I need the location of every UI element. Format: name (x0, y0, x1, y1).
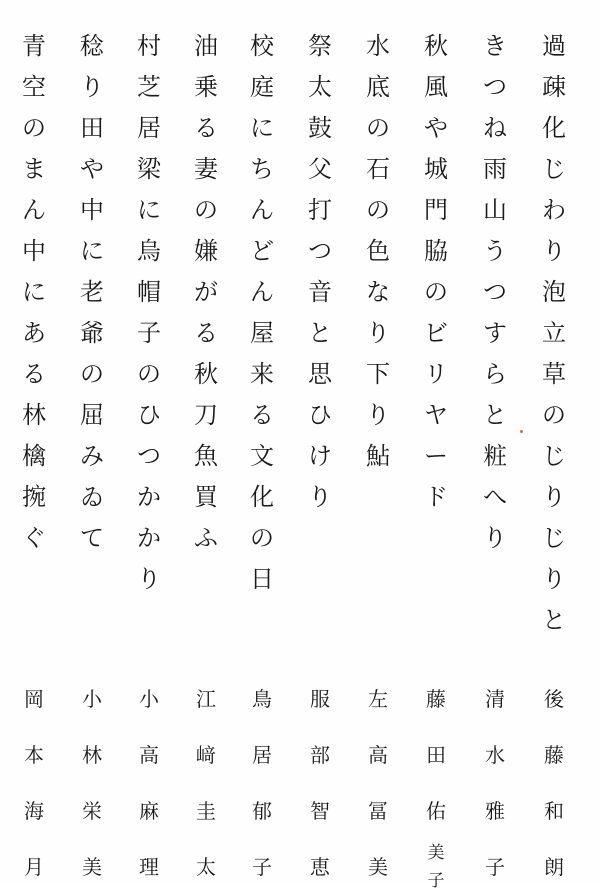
author-char: 清 (485, 687, 505, 711)
poem-char: リ (424, 360, 448, 388)
poem-column (475, 26, 515, 559)
poem-char: 稔 (80, 32, 104, 60)
poem-char: 底 (366, 73, 390, 101)
poem-char: み (80, 442, 104, 470)
poem-char: す (483, 319, 507, 347)
poem-char: じ (542, 442, 566, 470)
author-name (186, 671, 226, 895)
author-char: 栄 (82, 799, 102, 823)
poem-char: と (308, 319, 332, 347)
author-name (72, 671, 112, 895)
poem-char: ー (424, 442, 448, 470)
poem-column (300, 26, 340, 518)
author-name (475, 671, 515, 895)
poem-char: 老 (80, 278, 104, 306)
author-char: 海 (24, 799, 44, 823)
poem-char: 魚 (194, 442, 218, 470)
poem-char: 雨 (483, 155, 507, 183)
poem-char: へ (483, 483, 507, 511)
red-speck (520, 430, 523, 433)
author-char: 高 (368, 743, 388, 767)
poem-char: つ (137, 442, 161, 470)
poem-char: 化 (250, 483, 274, 511)
poem-char: 田 (80, 114, 104, 142)
poem-char: ぐ (22, 524, 46, 552)
poem-char: り (137, 565, 161, 593)
author-char: 小 (139, 687, 159, 711)
author-char: 智 (310, 799, 330, 823)
poem-char: に (22, 278, 46, 306)
author-char: 藤 (544, 743, 564, 767)
author-name (416, 671, 456, 895)
poem-char: る (250, 401, 274, 429)
poem-char: 泡 (542, 278, 566, 306)
poem-char: ら (483, 360, 507, 388)
poem-char: 村 (137, 32, 161, 60)
poem-char: 妻 (194, 155, 218, 183)
poem-char: り (80, 73, 104, 101)
poem-char: と (542, 606, 566, 634)
poem-column (186, 26, 226, 559)
poem-char: 芝 (137, 73, 161, 101)
poem-column (129, 26, 169, 600)
poem-char: 疎 (542, 73, 566, 101)
poem-char: ち (250, 155, 274, 183)
poem-char: 空 (22, 73, 46, 101)
poem-char: ふ (194, 524, 218, 552)
poem-char: ゐ (80, 483, 104, 511)
poem-char: う (483, 237, 507, 265)
author-char: 部 (310, 743, 330, 767)
poem-column (416, 26, 456, 518)
poem-char: り (542, 565, 566, 593)
poem-char: 秋 (424, 32, 448, 60)
author-char: 理 (139, 855, 159, 879)
poem-char: 檎 (22, 442, 46, 470)
author-char: 子 (252, 855, 272, 879)
poem-char: つ (483, 278, 507, 306)
poem-char: 油 (194, 32, 218, 60)
poem-char: に (250, 114, 274, 142)
author-char: 鳥 (252, 687, 272, 711)
poem-char: 思 (308, 360, 332, 388)
author-name (14, 671, 54, 895)
poem-char: 過 (542, 32, 566, 60)
poem-char: な (366, 278, 390, 306)
poem-column (14, 26, 54, 559)
poem-char: 風 (424, 73, 448, 101)
author-char: 岡 (24, 687, 44, 711)
poem-char: 爺 (80, 319, 104, 347)
poem-column (242, 26, 282, 600)
poem-column (534, 26, 574, 641)
author-char: 田 (426, 743, 446, 767)
poem-char: 帽 (137, 278, 161, 306)
poem-char: の (194, 196, 218, 224)
poem-char: 子 (137, 319, 161, 347)
poem-char: わ (542, 196, 566, 224)
author-char: 和 (544, 799, 564, 823)
poem-char: じ (542, 524, 566, 552)
poem-char: り (483, 524, 507, 552)
poem-char: 日 (250, 565, 274, 593)
poem-char: ひ (308, 401, 332, 429)
poem-char: 青 (22, 32, 46, 60)
poem-char: ヤ (424, 401, 448, 429)
poem-char: ど (250, 237, 274, 265)
author-char: 小 (82, 687, 102, 711)
poem-char: じ (542, 155, 566, 183)
poem-char: に (137, 196, 161, 224)
poem-char: 屈 (80, 401, 104, 429)
poem-char: ひ (137, 401, 161, 429)
poem-char: 刀 (194, 401, 218, 429)
poem-char: 捥 (22, 483, 46, 511)
poem-char: 城 (424, 155, 448, 183)
poem-char: 立 (542, 319, 566, 347)
poem-char: の (366, 114, 390, 142)
poem-char: 祭 (308, 32, 332, 60)
author-char: 朗 (544, 855, 564, 879)
author-char: 高 (139, 743, 159, 767)
author-char: 藤 (426, 687, 446, 711)
poem-char: 烏 (137, 237, 161, 265)
poem-char: の (542, 401, 566, 429)
poem-char: ん (22, 196, 46, 224)
poem-char: 乗 (194, 73, 218, 101)
author-char: 子 (427, 871, 445, 891)
poem-char: 中 (80, 196, 104, 224)
poem-char: の (424, 278, 448, 306)
author-char: 子 (485, 855, 505, 879)
poem-char: 草 (542, 360, 566, 388)
poem-char: か (137, 524, 161, 552)
poem-char: 居 (137, 114, 161, 142)
poem-char: け (308, 442, 332, 470)
poem-char: ビ (424, 319, 448, 347)
author-name (358, 671, 398, 895)
poem-char: の (366, 196, 390, 224)
poem-char: 化 (542, 114, 566, 142)
poem-char: ま (22, 155, 46, 183)
poem-char: 文 (250, 442, 274, 470)
poem-char: ん (250, 196, 274, 224)
poem-char: る (194, 319, 218, 347)
author-char: 服 (310, 687, 330, 711)
author-char: 美 (82, 855, 102, 879)
author-char: 江 (196, 687, 216, 711)
poem-char: や (424, 114, 448, 142)
poem-char: が (194, 278, 218, 306)
author-char: 恵 (310, 855, 330, 879)
poem-char: や (80, 155, 104, 183)
author-char: 美 (368, 855, 388, 879)
poem-char: 嫌 (194, 237, 218, 265)
author-char: 冨 (368, 799, 388, 823)
author-char: 雅 (485, 799, 505, 823)
author-char: 林 (82, 743, 102, 767)
author-char: 麻 (139, 799, 159, 823)
poem-char: あ (22, 319, 46, 347)
poem-char: 鮎 (366, 442, 390, 470)
poem-char: 音 (308, 278, 332, 306)
poem-char: り (542, 237, 566, 265)
poem-char: と (483, 401, 507, 429)
poem-char: つ (483, 73, 507, 101)
poem-char: て (80, 524, 104, 552)
author-char: 後 (544, 687, 564, 711)
poem-char: り (366, 319, 390, 347)
author-name (242, 671, 282, 895)
author-char: 太 (196, 855, 216, 879)
author-name (300, 671, 340, 895)
author-char: 月 (24, 855, 44, 879)
poem-char: ん (250, 278, 274, 306)
poem-char: 鼓 (308, 114, 332, 142)
poem-char: 打 (308, 196, 332, 224)
poem-column (72, 26, 112, 559)
poem-char: か (137, 483, 161, 511)
poem-char: 買 (194, 483, 218, 511)
poem-char: 中 (22, 237, 46, 265)
poem-char: 太 (308, 73, 332, 101)
poem-char: 屋 (250, 319, 274, 347)
poem-char: 山 (483, 196, 507, 224)
author-char: 左 (368, 687, 388, 711)
poem-char: り (366, 401, 390, 429)
poem-char: き (483, 32, 507, 60)
poem-char: 水 (366, 32, 390, 60)
poem-char: 校 (250, 32, 274, 60)
poem-char: 父 (308, 155, 332, 183)
author-char: 居 (252, 743, 272, 767)
author-char: 水 (485, 743, 505, 767)
author-char: 圭 (196, 799, 216, 823)
poem-char: ド (424, 483, 448, 511)
poem-char: 石 (366, 155, 390, 183)
poem-char: に (80, 237, 104, 265)
poem-char: 秋 (194, 360, 218, 388)
author-name (129, 671, 169, 895)
poem-column (358, 26, 398, 477)
author-char: 郁 (252, 799, 272, 823)
poem-char: の (137, 360, 161, 388)
poem-char: ね (483, 114, 507, 142)
author-char: 﨑 (196, 743, 216, 767)
poem-char: る (194, 114, 218, 142)
author-char: 美 (427, 843, 445, 863)
poem-char: 梁 (137, 155, 161, 183)
poem-char: り (308, 483, 332, 511)
poem-char: 門 (424, 196, 448, 224)
poem-char: 下 (366, 360, 390, 388)
poem-char: の (22, 114, 46, 142)
poem-char: り (542, 483, 566, 511)
poem-char: つ (308, 237, 332, 265)
poem-char: 庭 (250, 73, 274, 101)
poem-char: 脇 (424, 237, 448, 265)
author-char: 本 (24, 743, 44, 767)
poem-char: 来 (250, 360, 274, 388)
poem-char: 粧 (483, 442, 507, 470)
poem-char: の (80, 360, 104, 388)
poem-char: る (22, 360, 46, 388)
author-char: 佑 (426, 799, 446, 823)
author-name (534, 671, 574, 895)
poem-char: 色 (366, 237, 390, 265)
poem-char: の (250, 524, 274, 552)
poem-char: 林 (22, 401, 46, 429)
